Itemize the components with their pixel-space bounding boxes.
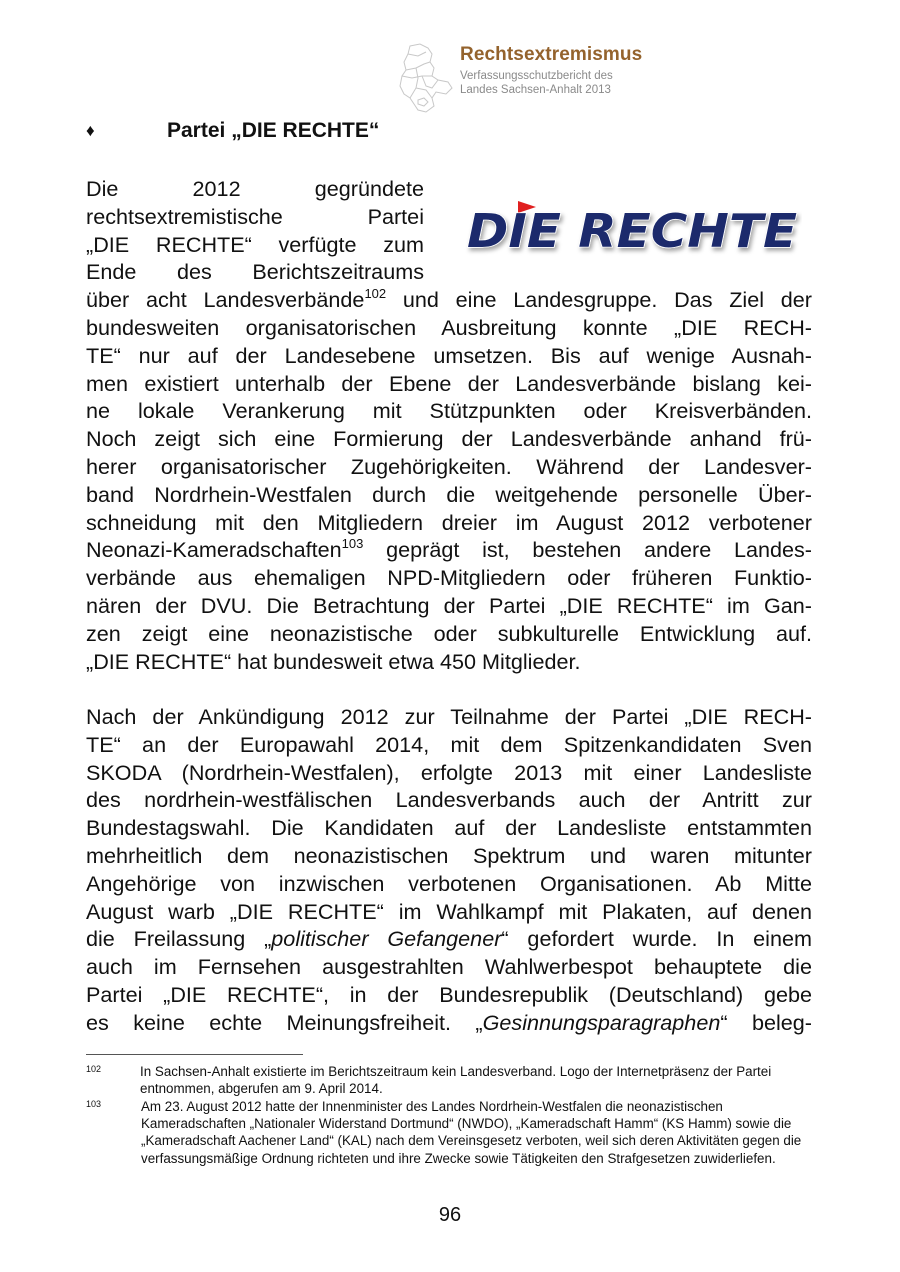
text-line bbox=[86, 536, 812, 564]
text-line: „DIE RECHTE“ hat bundesweit etwa 450 Mitglieder. bbox=[86, 648, 581, 674]
paragraph-2 bbox=[86, 703, 812, 1037]
text-segment: über acht Landesverbände bbox=[86, 287, 365, 313]
text-segment: “ beleg- bbox=[720, 1009, 812, 1035]
text-segment: geprägt ist, bestehen andere Landes- bbox=[363, 537, 812, 563]
page-number: 96 bbox=[438, 1204, 462, 1226]
footnote-ref-102[interactable]: 102 bbox=[364, 286, 387, 302]
text-line: ne lokale Verankerung mit Stützpunkten oder Kreisverbänden. bbox=[86, 398, 812, 424]
text-line: zen zeigt eine neonazistische oder subkulturelle Entwicklung auf. bbox=[86, 620, 812, 646]
header-subtitle-line1: Verfassungsschutzbericht des bbox=[460, 70, 613, 82]
header-subtitle bbox=[460, 69, 613, 97]
sachsen-anhalt-map-icon bbox=[396, 42, 454, 114]
text-line: verbände aus ehemaligen NPD-Mitgliedern oder früheren Funktio- bbox=[86, 565, 812, 591]
text-line: herer organisatorischer Zugehörigkeiten. Während der Landesver- bbox=[86, 453, 812, 479]
text-line: auch im Fernsehen ausgestrahlten Wahlwerbespot behauptete die bbox=[86, 954, 812, 980]
text-line: men existiert unterhalb der Ebene der Landesverbände bislang kei- bbox=[86, 370, 812, 396]
text-line: TE“ nur auf der Landesebene umsetzen. Bis auf wenige Ausnah- bbox=[86, 342, 812, 368]
footnote-number: 103 bbox=[86, 1099, 102, 1109]
text-segment: “ gefordert wurde. In einem bbox=[501, 926, 812, 952]
footnote-103 bbox=[86, 1098, 816, 1167]
text-line: rechtsextremistische Partei bbox=[86, 203, 424, 229]
text-segment: Neonazi-Kameradschaften bbox=[86, 537, 342, 563]
footnote-ref-103[interactable]: 103 bbox=[341, 536, 364, 552]
text-line: Die 2012 gegründete bbox=[86, 176, 424, 201]
text-line: mehrheitlich dem neonazistischen Spektrum und waren mitunter bbox=[86, 842, 812, 868]
text-line: SKODA (Nordrhein-Westfalen), erfolgte 2013 mit einer Landesliste bbox=[86, 759, 812, 785]
italic-quote: politischer Gefangener bbox=[271, 926, 502, 952]
footnote-number: 102 bbox=[86, 1064, 102, 1074]
text-line: Noch zeigt sich eine Formierung der Landesverbände anhand frü- bbox=[86, 426, 812, 452]
text-line: Ende des Berichtszeitraums bbox=[86, 259, 424, 285]
text-line bbox=[86, 286, 812, 314]
svg-text:DIE RECHTE: DIE RECHTE bbox=[467, 204, 797, 258]
section-title: Partei „DIE RECHTE“ bbox=[167, 119, 380, 142]
text-line: des nordrhein-westfälischen Landesverbands auch der Antritt zur bbox=[86, 787, 812, 813]
footnote-102 bbox=[86, 1063, 816, 1097]
text-line: „DIE RECHTE“ verfügte zum bbox=[86, 231, 424, 257]
header-subtitle-line2: Landes Sachsen-Anhalt 2013 bbox=[460, 84, 611, 96]
text-segment: es keine echte Meinungsfreiheit. „ bbox=[86, 1009, 483, 1035]
header-title: Rechtsextremismus bbox=[460, 44, 643, 65]
text-line bbox=[86, 1009, 812, 1037]
text-line: bundesweiten organisatorischen Ausbreitung konnte „DIE RECH- bbox=[86, 314, 812, 340]
paragraph-1 bbox=[86, 175, 812, 675]
footnote-text: Am 23. August 2012 hatte der Innenminister des Landes Nordrhein-Westfalen die neonazistischen Kameradschaften „Nationaler Widerstand Dortmund“ (NWDO), „Kameradschaft Hamm“ (KS Hamm) sowie die „Kameradschaft Aachener Land“ (KAL) nach dem Vereinsgesetz verboten, weil sich deren Aktivitäten gegen die verfassungsmäßige Ordnung richteten und ihre Zwecke sowie Tätigkeiten den Strafgesetzen zuwiderliefen. bbox=[141, 1099, 802, 1166]
italic-quote: Gesinnungsparagraphen bbox=[482, 1009, 721, 1035]
diamond-bullet-icon: ♦ bbox=[86, 121, 95, 140]
text-line: August warb „DIE RECHTE“ im Wahlkampf mit Plakaten, auf denen bbox=[86, 898, 812, 924]
text-line: Nach der Ankündigung 2012 zur Teilnahme der Partei „DIE RECH- bbox=[86, 704, 812, 729]
page-header bbox=[396, 42, 696, 114]
text-line: schneidung mit den Mitgliedern dreier im August 2012 verbotener bbox=[86, 509, 812, 535]
footnote-text: In Sachsen-Anhalt existierte im Berichtszeitraum kein Landesverband. Logo der Internetpräsenz der Partei entnommen, abgerufen am 9. April 2014. bbox=[140, 1064, 772, 1097]
text-segment: und eine Landesgruppe. Das Ziel der bbox=[386, 287, 813, 313]
text-line: nären der DVU. Die Betrachtung der Partei „DIE RECHTE“ im Gan- bbox=[86, 592, 812, 618]
footnote-divider bbox=[86, 1054, 303, 1055]
text-line: band Nordrhein-Westfalen durch die weitgehende personelle Über- bbox=[86, 481, 812, 507]
text-line: Bundestagswahl. Die Kandidaten auf der Landesliste entstammten bbox=[86, 815, 812, 841]
text-line: TE“ an der Europawahl 2014, mit dem Spitzenkandidaten Sven bbox=[86, 731, 812, 757]
text-line: Angehörige von inzwischen verbotenen Organisationen. Ab Mitte bbox=[86, 870, 812, 896]
text-line bbox=[86, 925, 812, 953]
text-segment: die Freilassung „ bbox=[86, 926, 272, 952]
text-line: Partei „DIE RECHTE“, in der Bundesrepublik (Deutschland) gebe bbox=[86, 981, 812, 1007]
